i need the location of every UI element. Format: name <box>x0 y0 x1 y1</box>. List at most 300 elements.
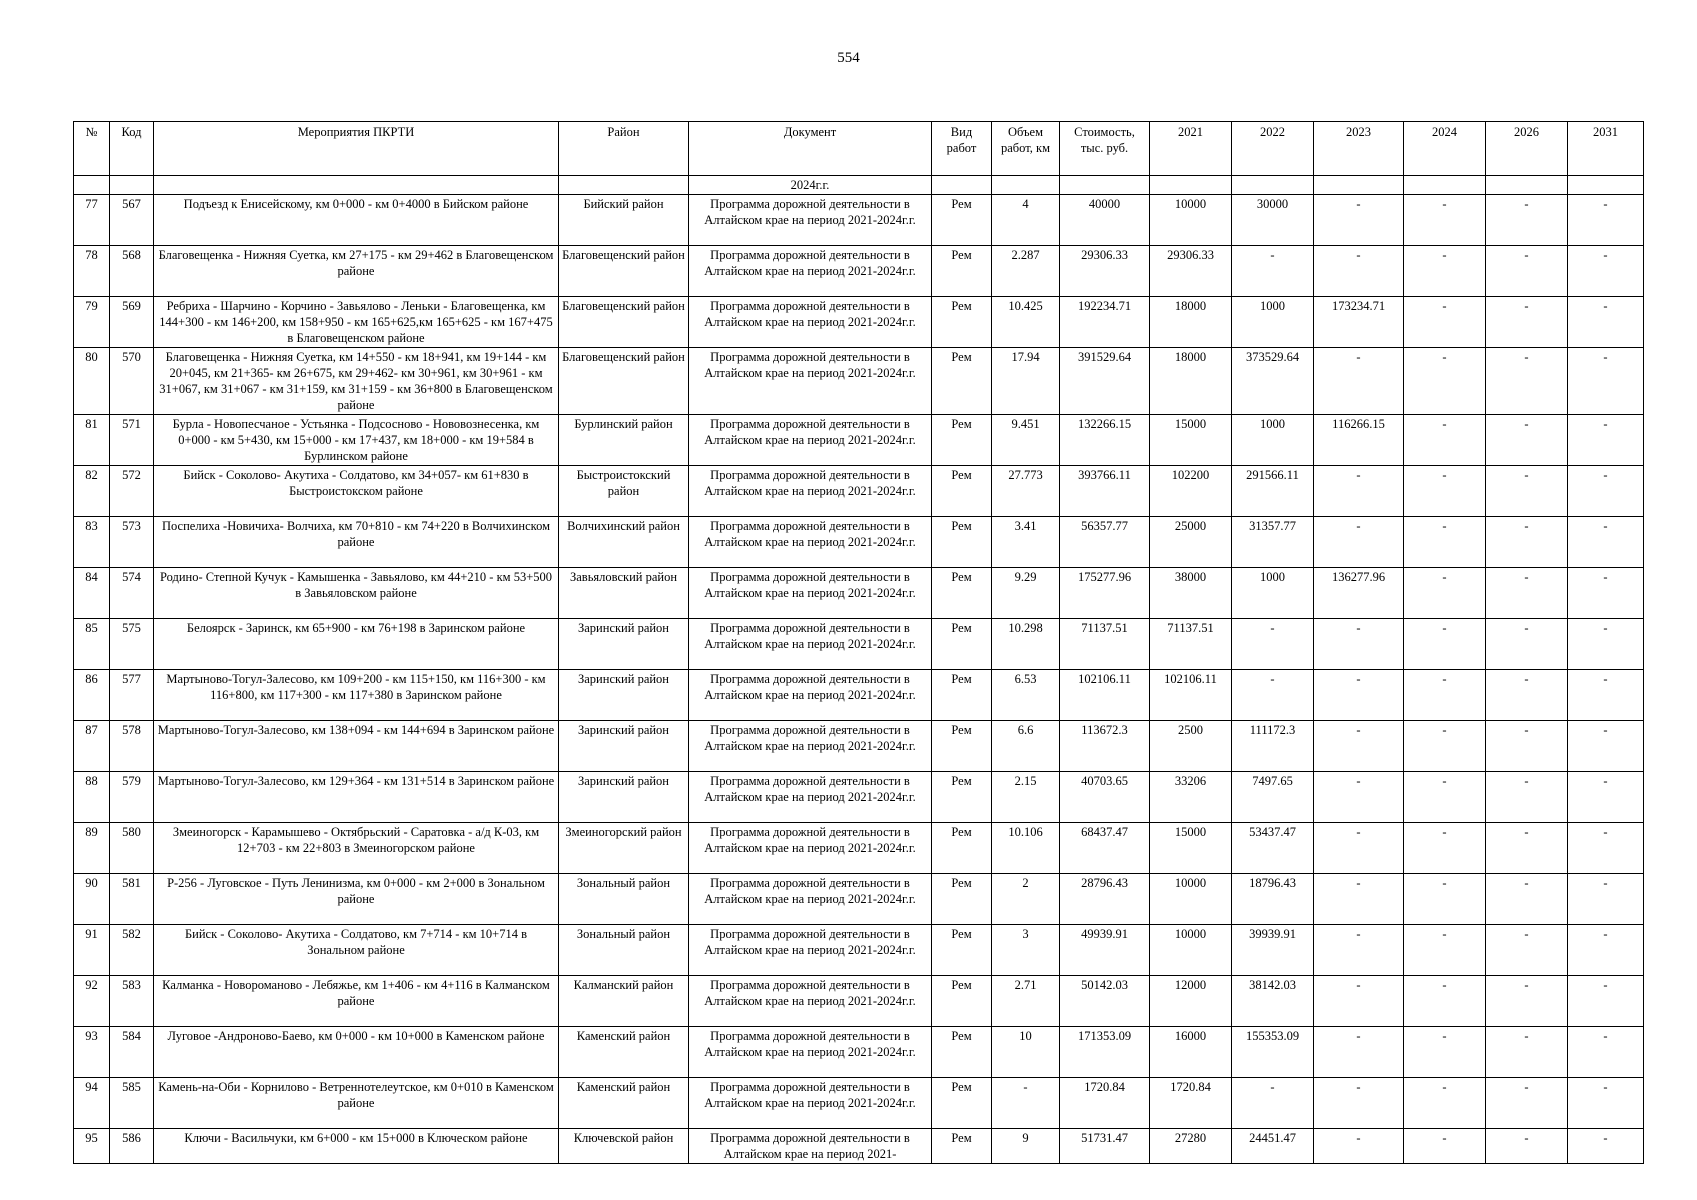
activity-cell: Поспелиха -Новичиха- Волчиха, км 70+810 - км 74+220 в Волчихинском районе <box>154 517 559 568</box>
document-cell: Программа дорожной деятельности в Алтайском крае на период 2021-2024г.г. <box>689 670 932 721</box>
cost-cell: 132266.15 <box>1060 415 1150 466</box>
code-cell: 571 <box>110 415 154 466</box>
cost-cell: 49939.91 <box>1060 925 1150 976</box>
document-cell: Программа дорожной деятельности в Алтайском крае на период 2021-2024г.г. <box>689 619 932 670</box>
year-2024-cell: - <box>1404 1027 1486 1078</box>
year-2023-cell: - <box>1314 874 1404 925</box>
code-cell: 574 <box>110 568 154 619</box>
year-2021-cell: 16000 <box>1150 1027 1232 1078</box>
code-cell: 584 <box>110 1027 154 1078</box>
year-2031-cell: - <box>1568 466 1644 517</box>
year-2026-cell: - <box>1486 195 1568 246</box>
row-number-cell: 90 <box>74 874 110 925</box>
year-2022-cell: - <box>1232 670 1314 721</box>
activity-cell: Ребриха - Шарчино - Корчино - Завьялово - Леньки - Благовещенка, км 144+300 - км 146+200, км 158+950 - км 165+625,км 165+625 - км 167+475 в Благовещенском районе <box>154 297 559 348</box>
header-cell-2031: 2031 <box>1568 122 1644 176</box>
activity-cell: Мартыново-Тогул-Залесово, км 129+364 - км 131+514 в Заринском районе <box>154 772 559 823</box>
work-type-cell: Рем <box>932 976 992 1027</box>
table-row <box>74 246 1644 297</box>
year-2023-cell: - <box>1314 772 1404 823</box>
work-type-cell: Рем <box>932 823 992 874</box>
row-number-cell: 78 <box>74 246 110 297</box>
district-cell: Зональный район <box>559 874 689 925</box>
year-2022-cell: - <box>1232 619 1314 670</box>
year-2021-cell: 10000 <box>1150 925 1232 976</box>
activity-cell: Калманка - Новороманово - Лебяжье, км 1+406 - км 4+116 в Калманском районе <box>154 976 559 1027</box>
code-cell: 582 <box>110 925 154 976</box>
year-2031-cell: - <box>1568 1027 1644 1078</box>
year-2023-cell: - <box>1314 466 1404 517</box>
header-cell-document: Документ <box>689 122 932 176</box>
district-cell: Ключевской район <box>559 1129 689 1164</box>
work-type-cell: Рем <box>932 517 992 568</box>
document-cell: Программа дорожной деятельности в Алтайском крае на период 2021-2024г.г. <box>689 1027 932 1078</box>
year-2022-cell: - <box>1232 246 1314 297</box>
roads-program-table <box>73 121 1644 1164</box>
header-cell-2024: 2024 <box>1404 122 1486 176</box>
year-2026-cell: - <box>1486 721 1568 772</box>
work-type-cell: Рем <box>932 670 992 721</box>
header-cell-volume: Объем работ, км <box>992 122 1060 176</box>
year-2031-cell: - <box>1568 246 1644 297</box>
document-cell: Программа дорожной деятельности в Алтайском крае на период 2021-2024г.г. <box>689 195 932 246</box>
year-2021-cell: 33206 <box>1150 772 1232 823</box>
cost-cell: 40000 <box>1060 195 1150 246</box>
code-cell: 583 <box>110 976 154 1027</box>
table-row <box>74 517 1644 568</box>
header-cell-code: Код <box>110 122 154 176</box>
row-number-cell: 81 <box>74 415 110 466</box>
year-2022-cell: 38142.03 <box>1232 976 1314 1027</box>
cost-cell: 175277.96 <box>1060 568 1150 619</box>
year-2031-cell: - <box>1568 670 1644 721</box>
year-2023-cell: - <box>1314 976 1404 1027</box>
code-cell: 580 <box>110 823 154 874</box>
document-cell: Программа дорожной деятельности в Алтайском крае на период 2021-2024г.г. <box>689 925 932 976</box>
year-2031-cell: - <box>1568 415 1644 466</box>
header-cell-2026: 2026 <box>1486 122 1568 176</box>
table-header <box>74 122 1644 176</box>
year-2023-cell: - <box>1314 925 1404 976</box>
row-number-cell: 86 <box>74 670 110 721</box>
code-cell: 581 <box>110 874 154 925</box>
table-row <box>74 925 1644 976</box>
year-2024-cell: - <box>1404 568 1486 619</box>
year-2022-cell: 1000 <box>1232 415 1314 466</box>
year-2023-cell: - <box>1314 1129 1404 1164</box>
code-cell: 577 <box>110 670 154 721</box>
year-2023-cell: - <box>1314 670 1404 721</box>
year-2031-cell: - <box>1568 517 1644 568</box>
document-cell: Программа дорожной деятельности в Алтайском крае на период 2021-2024г.г. <box>689 415 932 466</box>
year-2021-cell: 38000 <box>1150 568 1232 619</box>
year-2026-cell: - <box>1486 925 1568 976</box>
document-cell: Программа дорожной деятельности в Алтайском крае на период 2021-2024г.г. <box>689 297 932 348</box>
activity-cell: Подъезд к Енисейскому, км 0+000 - км 0+4000 в Бийском районе <box>154 195 559 246</box>
year-2022-cell: 30000 <box>1232 195 1314 246</box>
year-2031-cell: - <box>1568 925 1644 976</box>
page-number: 554 <box>837 50 860 66</box>
work-type-cell: Рем <box>932 1129 992 1164</box>
cost-cell: 393766.11 <box>1060 466 1150 517</box>
work-type-cell: Рем <box>932 925 992 976</box>
year-2026-cell: - <box>1486 1078 1568 1129</box>
year-2026-cell: - <box>1486 823 1568 874</box>
row-number-cell: 82 <box>74 466 110 517</box>
year-2021-cell: 25000 <box>1150 517 1232 568</box>
activity-cell: Бурла - Новопесчаное - Устьянка - Подсосново - Нововознесенка, км 0+000 - км 5+430, км 15+000 - км 17+437, км 18+000 - км 19+584 в Бурлинском районе <box>154 415 559 466</box>
year-2026-cell: - <box>1486 246 1568 297</box>
work-type-cell: Рем <box>932 415 992 466</box>
year-2021-cell: 2500 <box>1150 721 1232 772</box>
district-cell: Бурлинский район <box>559 415 689 466</box>
header-cell-number: № <box>74 122 110 176</box>
volume-cell: 6.6 <box>992 721 1060 772</box>
year-2024-cell: - <box>1404 415 1486 466</box>
year-2022-cell: 24451.47 <box>1232 1129 1314 1164</box>
table-row <box>74 670 1644 721</box>
year-2023-cell: - <box>1314 1078 1404 1129</box>
district-cell: Заринский район <box>559 772 689 823</box>
year-2022-cell: 1000 <box>1232 568 1314 619</box>
volume-cell: 9 <box>992 1129 1060 1164</box>
table-cell <box>74 176 110 195</box>
year-2023-cell: - <box>1314 195 1404 246</box>
year-2021-cell: 12000 <box>1150 976 1232 1027</box>
activity-cell: Ключи - Васильчуки, км 6+000 - км 15+000 в Ключеском районе <box>154 1129 559 1164</box>
continuation-document-cell: 2024г.г. <box>689 176 932 195</box>
document-cell: Программа дорожной деятельности в Алтайском крае на период 2021-2024г.г. <box>689 348 932 415</box>
work-type-cell: Рем <box>932 466 992 517</box>
row-number-cell: 79 <box>74 297 110 348</box>
row-number-cell: 85 <box>74 619 110 670</box>
row-number-cell: 91 <box>74 925 110 976</box>
year-2024-cell: - <box>1404 976 1486 1027</box>
work-type-cell: Рем <box>932 246 992 297</box>
document-cell: Программа дорожной деятельности в Алтайском крае на период 2021-2024г.г. <box>689 772 932 823</box>
year-2022-cell: 373529.64 <box>1232 348 1314 415</box>
year-2023-cell: - <box>1314 619 1404 670</box>
header-cell-cost: Стоимость, тыс. руб. <box>1060 122 1150 176</box>
year-2023-cell: - <box>1314 348 1404 415</box>
year-2023-cell: 116266.15 <box>1314 415 1404 466</box>
district-cell: Благовещенский район <box>559 297 689 348</box>
district-cell: Заринский район <box>559 721 689 772</box>
volume-cell: 3.41 <box>992 517 1060 568</box>
year-2021-cell: 102106.11 <box>1150 670 1232 721</box>
table-cell <box>1314 176 1404 195</box>
cost-cell: 102106.11 <box>1060 670 1150 721</box>
year-2021-cell: 18000 <box>1150 297 1232 348</box>
cost-cell: 192234.71 <box>1060 297 1150 348</box>
cost-cell: 391529.64 <box>1060 348 1150 415</box>
activity-cell: Бийск - Соколово- Акутиха - Солдатово, км 7+714 - км 10+714 в Зональном районе <box>154 925 559 976</box>
cost-cell: 1720.84 <box>1060 1078 1150 1129</box>
year-2024-cell: - <box>1404 246 1486 297</box>
district-cell: Завьяловский район <box>559 568 689 619</box>
header-cell-activity: Мероприятия ПКРТИ <box>154 122 559 176</box>
year-2031-cell: - <box>1568 1078 1644 1129</box>
year-2024-cell: - <box>1404 823 1486 874</box>
volume-cell: 2.15 <box>992 772 1060 823</box>
year-2031-cell: - <box>1568 772 1644 823</box>
year-2022-cell: 1000 <box>1232 297 1314 348</box>
district-cell: Змеиногорский район <box>559 823 689 874</box>
volume-cell: 10.298 <box>992 619 1060 670</box>
year-2023-cell: 173234.71 <box>1314 297 1404 348</box>
year-2031-cell: - <box>1568 568 1644 619</box>
header-cell-2023: 2023 <box>1314 122 1404 176</box>
cost-cell: 29306.33 <box>1060 246 1150 297</box>
year-2024-cell: - <box>1404 517 1486 568</box>
year-2024-cell: - <box>1404 1078 1486 1129</box>
volume-cell: 9.29 <box>992 568 1060 619</box>
code-cell: 572 <box>110 466 154 517</box>
cost-cell: 113672.3 <box>1060 721 1150 772</box>
table-cell <box>992 176 1060 195</box>
document-cell: Программа дорожной деятельности в Алтайском крае на период 2021-2024г.г. <box>689 1078 932 1129</box>
year-2026-cell: - <box>1486 517 1568 568</box>
document-cell: Программа дорожной деятельности в Алтайском крае на период 2021-2024г.г. <box>689 874 932 925</box>
year-2031-cell: - <box>1568 976 1644 1027</box>
work-type-cell: Рем <box>932 772 992 823</box>
year-2026-cell: - <box>1486 976 1568 1027</box>
year-2022-cell: 7497.65 <box>1232 772 1314 823</box>
row-number-cell: 84 <box>74 568 110 619</box>
row-number-cell: 88 <box>74 772 110 823</box>
activity-cell: Благовещенка - Нижняя Суетка, км 27+175 - км 29+462 в Благовещенском районе <box>154 246 559 297</box>
year-2026-cell: - <box>1486 670 1568 721</box>
work-type-cell: Рем <box>932 619 992 670</box>
year-2021-cell: 27280 <box>1150 1129 1232 1164</box>
code-cell: 578 <box>110 721 154 772</box>
year-2031-cell: - <box>1568 721 1644 772</box>
table-row <box>74 1129 1644 1164</box>
table-cell <box>1060 176 1150 195</box>
year-2026-cell: - <box>1486 466 1568 517</box>
cost-cell: 56357.77 <box>1060 517 1150 568</box>
header-cell-district: Район <box>559 122 689 176</box>
district-cell: Благовещенский район <box>559 348 689 415</box>
year-2023-cell: 136277.96 <box>1314 568 1404 619</box>
activity-cell: Родино- Степной Кучук - Камышенка - Завьялово, км 44+210 - км 53+500 в Завьяловском районе <box>154 568 559 619</box>
code-cell: 579 <box>110 772 154 823</box>
volume-cell: 10 <box>992 1027 1060 1078</box>
activity-cell: Мартыново-Тогул-Залесово, км 109+200 - км 115+150, км 116+300 - км 116+800, км 117+300 - км 117+380 в Заринском районе <box>154 670 559 721</box>
year-2021-cell: 10000 <box>1150 195 1232 246</box>
document-cell: Программа дорожной деятельности в Алтайском крае на период 2021-2024г.г. <box>689 466 932 517</box>
year-2024-cell: - <box>1404 874 1486 925</box>
activity-cell: Камень-на-Оби - Корнилово - Ветреннотелеутское, км 0+010 в Каменском районе <box>154 1078 559 1129</box>
document-cell: Программа дорожной деятельности в Алтайском крае на период 2021-2024г.г. <box>689 976 932 1027</box>
table-cell <box>559 176 689 195</box>
year-2026-cell: - <box>1486 619 1568 670</box>
table-row <box>74 874 1644 925</box>
row-number-cell: 83 <box>74 517 110 568</box>
cost-cell: 40703.65 <box>1060 772 1150 823</box>
table-row <box>74 568 1644 619</box>
table-cell <box>932 176 992 195</box>
table-row <box>74 1078 1644 1129</box>
row-number-cell: 80 <box>74 348 110 415</box>
row-number-cell: 77 <box>74 195 110 246</box>
row-number-cell: 92 <box>74 976 110 1027</box>
district-cell: Бийский район <box>559 195 689 246</box>
district-cell: Быстроистокский район <box>559 466 689 517</box>
district-cell: Волчихинский район <box>559 517 689 568</box>
year-2024-cell: - <box>1404 297 1486 348</box>
table-row <box>74 297 1644 348</box>
table-row <box>74 415 1644 466</box>
work-type-cell: Рем <box>932 348 992 415</box>
table-cell <box>154 176 559 195</box>
work-type-cell: Рем <box>932 195 992 246</box>
year-2031-cell: - <box>1568 195 1644 246</box>
year-2022-cell: 291566.11 <box>1232 466 1314 517</box>
table-row <box>74 1027 1644 1078</box>
activity-cell: Благовещенка - Нижняя Суетка, км 14+550 - км 18+941, км 19+144 - км 20+045, км 21+365- км 26+675, км 29+462- км 30+961, км 30+961 - км 31+067, км 31+067 - км 31+159, км 31+159 - км 36+800 в Благовещенском районе <box>154 348 559 415</box>
row-number-cell: 95 <box>74 1129 110 1164</box>
district-cell: Благовещенский район <box>559 246 689 297</box>
year-2021-cell: 102200 <box>1150 466 1232 517</box>
document-cell: Программа дорожной деятельности в Алтайском крае на период 2021-2024г.г. <box>689 823 932 874</box>
year-2026-cell: - <box>1486 1129 1568 1164</box>
year-2022-cell: 155353.09 <box>1232 1027 1314 1078</box>
district-cell: Каменский район <box>559 1027 689 1078</box>
volume-cell: 4 <box>992 195 1060 246</box>
year-2026-cell: - <box>1486 874 1568 925</box>
year-2024-cell: - <box>1404 619 1486 670</box>
activity-cell: Змеиногорск - Карамышево - Октябрьский - Саратовка - а/д К-03, км 12+703 - км 22+803 в Змеиногорском районе <box>154 823 559 874</box>
header-cell-work-type: Вид работ <box>932 122 992 176</box>
volume-cell: 17.94 <box>992 348 1060 415</box>
district-cell: Калманский район <box>559 976 689 1027</box>
volume-cell: - <box>992 1078 1060 1129</box>
header-row <box>74 122 1644 176</box>
year-2023-cell: - <box>1314 246 1404 297</box>
cost-cell: 28796.43 <box>1060 874 1150 925</box>
volume-cell: 3 <box>992 925 1060 976</box>
continuation-row <box>74 176 1644 195</box>
table-row <box>74 823 1644 874</box>
district-cell: Заринский район <box>559 619 689 670</box>
volume-cell: 6.53 <box>992 670 1060 721</box>
code-cell: 569 <box>110 297 154 348</box>
work-type-cell: Рем <box>932 1078 992 1129</box>
year-2023-cell: - <box>1314 823 1404 874</box>
document-cell: Программа дорожной деятельности в Алтайском крае на период 2021- <box>689 1129 932 1164</box>
year-2024-cell: - <box>1404 721 1486 772</box>
volume-cell: 10.425 <box>992 297 1060 348</box>
table-cell <box>1150 176 1232 195</box>
table-row <box>74 772 1644 823</box>
year-2023-cell: - <box>1314 1027 1404 1078</box>
year-2022-cell: - <box>1232 1078 1314 1129</box>
year-2023-cell: - <box>1314 721 1404 772</box>
header-cell-2021: 2021 <box>1150 122 1232 176</box>
year-2021-cell: 1720.84 <box>1150 1078 1232 1129</box>
table-row <box>74 195 1644 246</box>
table-row <box>74 619 1644 670</box>
table-cell <box>1232 176 1314 195</box>
row-number-cell: 94 <box>74 1078 110 1129</box>
work-type-cell: Рем <box>932 1027 992 1078</box>
year-2031-cell: - <box>1568 1129 1644 1164</box>
volume-cell: 27.773 <box>992 466 1060 517</box>
work-type-cell: Рем <box>932 568 992 619</box>
row-number-cell: 87 <box>74 721 110 772</box>
district-cell: Зональный район <box>559 925 689 976</box>
document-cell: Программа дорожной деятельности в Алтайском крае на период 2021-2024г.г. <box>689 721 932 772</box>
code-cell: 585 <box>110 1078 154 1129</box>
year-2024-cell: - <box>1404 772 1486 823</box>
year-2021-cell: 10000 <box>1150 874 1232 925</box>
table-cell <box>1404 176 1486 195</box>
year-2021-cell: 18000 <box>1150 348 1232 415</box>
year-2024-cell: - <box>1404 925 1486 976</box>
volume-cell: 2.287 <box>992 246 1060 297</box>
document-cell: Программа дорожной деятельности в Алтайском крае на период 2021-2024г.г. <box>689 517 932 568</box>
year-2022-cell: 18796.43 <box>1232 874 1314 925</box>
work-type-cell: Рем <box>932 721 992 772</box>
cost-cell: 171353.09 <box>1060 1027 1150 1078</box>
year-2022-cell: 39939.91 <box>1232 925 1314 976</box>
year-2024-cell: - <box>1404 348 1486 415</box>
year-2031-cell: - <box>1568 823 1644 874</box>
cost-cell: 68437.47 <box>1060 823 1150 874</box>
year-2021-cell: 15000 <box>1150 415 1232 466</box>
table-cell <box>1568 176 1644 195</box>
table-cell <box>110 176 154 195</box>
year-2031-cell: - <box>1568 619 1644 670</box>
table-row <box>74 466 1644 517</box>
year-2031-cell: - <box>1568 348 1644 415</box>
year-2024-cell: - <box>1404 195 1486 246</box>
document-cell: Программа дорожной деятельности в Алтайском крае на период 2021-2024г.г. <box>689 568 932 619</box>
code-cell: 573 <box>110 517 154 568</box>
table-row <box>74 721 1644 772</box>
year-2031-cell: - <box>1568 874 1644 925</box>
volume-cell: 2 <box>992 874 1060 925</box>
year-2024-cell: - <box>1404 466 1486 517</box>
activity-cell: Мартыново-Тогул-Залесово, км 138+094 - км 144+694 в Заринском районе <box>154 721 559 772</box>
activity-cell: Белоярск - Заринск, км 65+900 - км 76+198 в Заринском районе <box>154 619 559 670</box>
year-2021-cell: 15000 <box>1150 823 1232 874</box>
table-row <box>74 976 1644 1027</box>
year-2026-cell: - <box>1486 297 1568 348</box>
year-2022-cell: 31357.77 <box>1232 517 1314 568</box>
year-2024-cell: - <box>1404 670 1486 721</box>
volume-cell: 9.451 <box>992 415 1060 466</box>
year-2026-cell: - <box>1486 772 1568 823</box>
code-cell: 570 <box>110 348 154 415</box>
code-cell: 575 <box>110 619 154 670</box>
district-cell: Заринский район <box>559 670 689 721</box>
year-2026-cell: - <box>1486 415 1568 466</box>
table-row <box>74 348 1644 415</box>
year-2031-cell: - <box>1568 297 1644 348</box>
work-type-cell: Рем <box>932 297 992 348</box>
activity-cell: Р-256 - Луговское - Путь Ленинизма, км 0+000 - км 2+000 в Зональном районе <box>154 874 559 925</box>
activity-cell: Бийск - Соколово- Акутиха - Солдатово, км 34+057- км 61+830 в Быстроистокском районе <box>154 466 559 517</box>
year-2026-cell: - <box>1486 1027 1568 1078</box>
work-type-cell: Рем <box>932 874 992 925</box>
cost-cell: 50142.03 <box>1060 976 1150 1027</box>
year-2021-cell: 71137.51 <box>1150 619 1232 670</box>
year-2026-cell: - <box>1486 568 1568 619</box>
year-2026-cell: - <box>1486 348 1568 415</box>
activity-cell: Луговое -Андроново-Баево, км 0+000 - км 10+000 в Каменском районе <box>154 1027 559 1078</box>
